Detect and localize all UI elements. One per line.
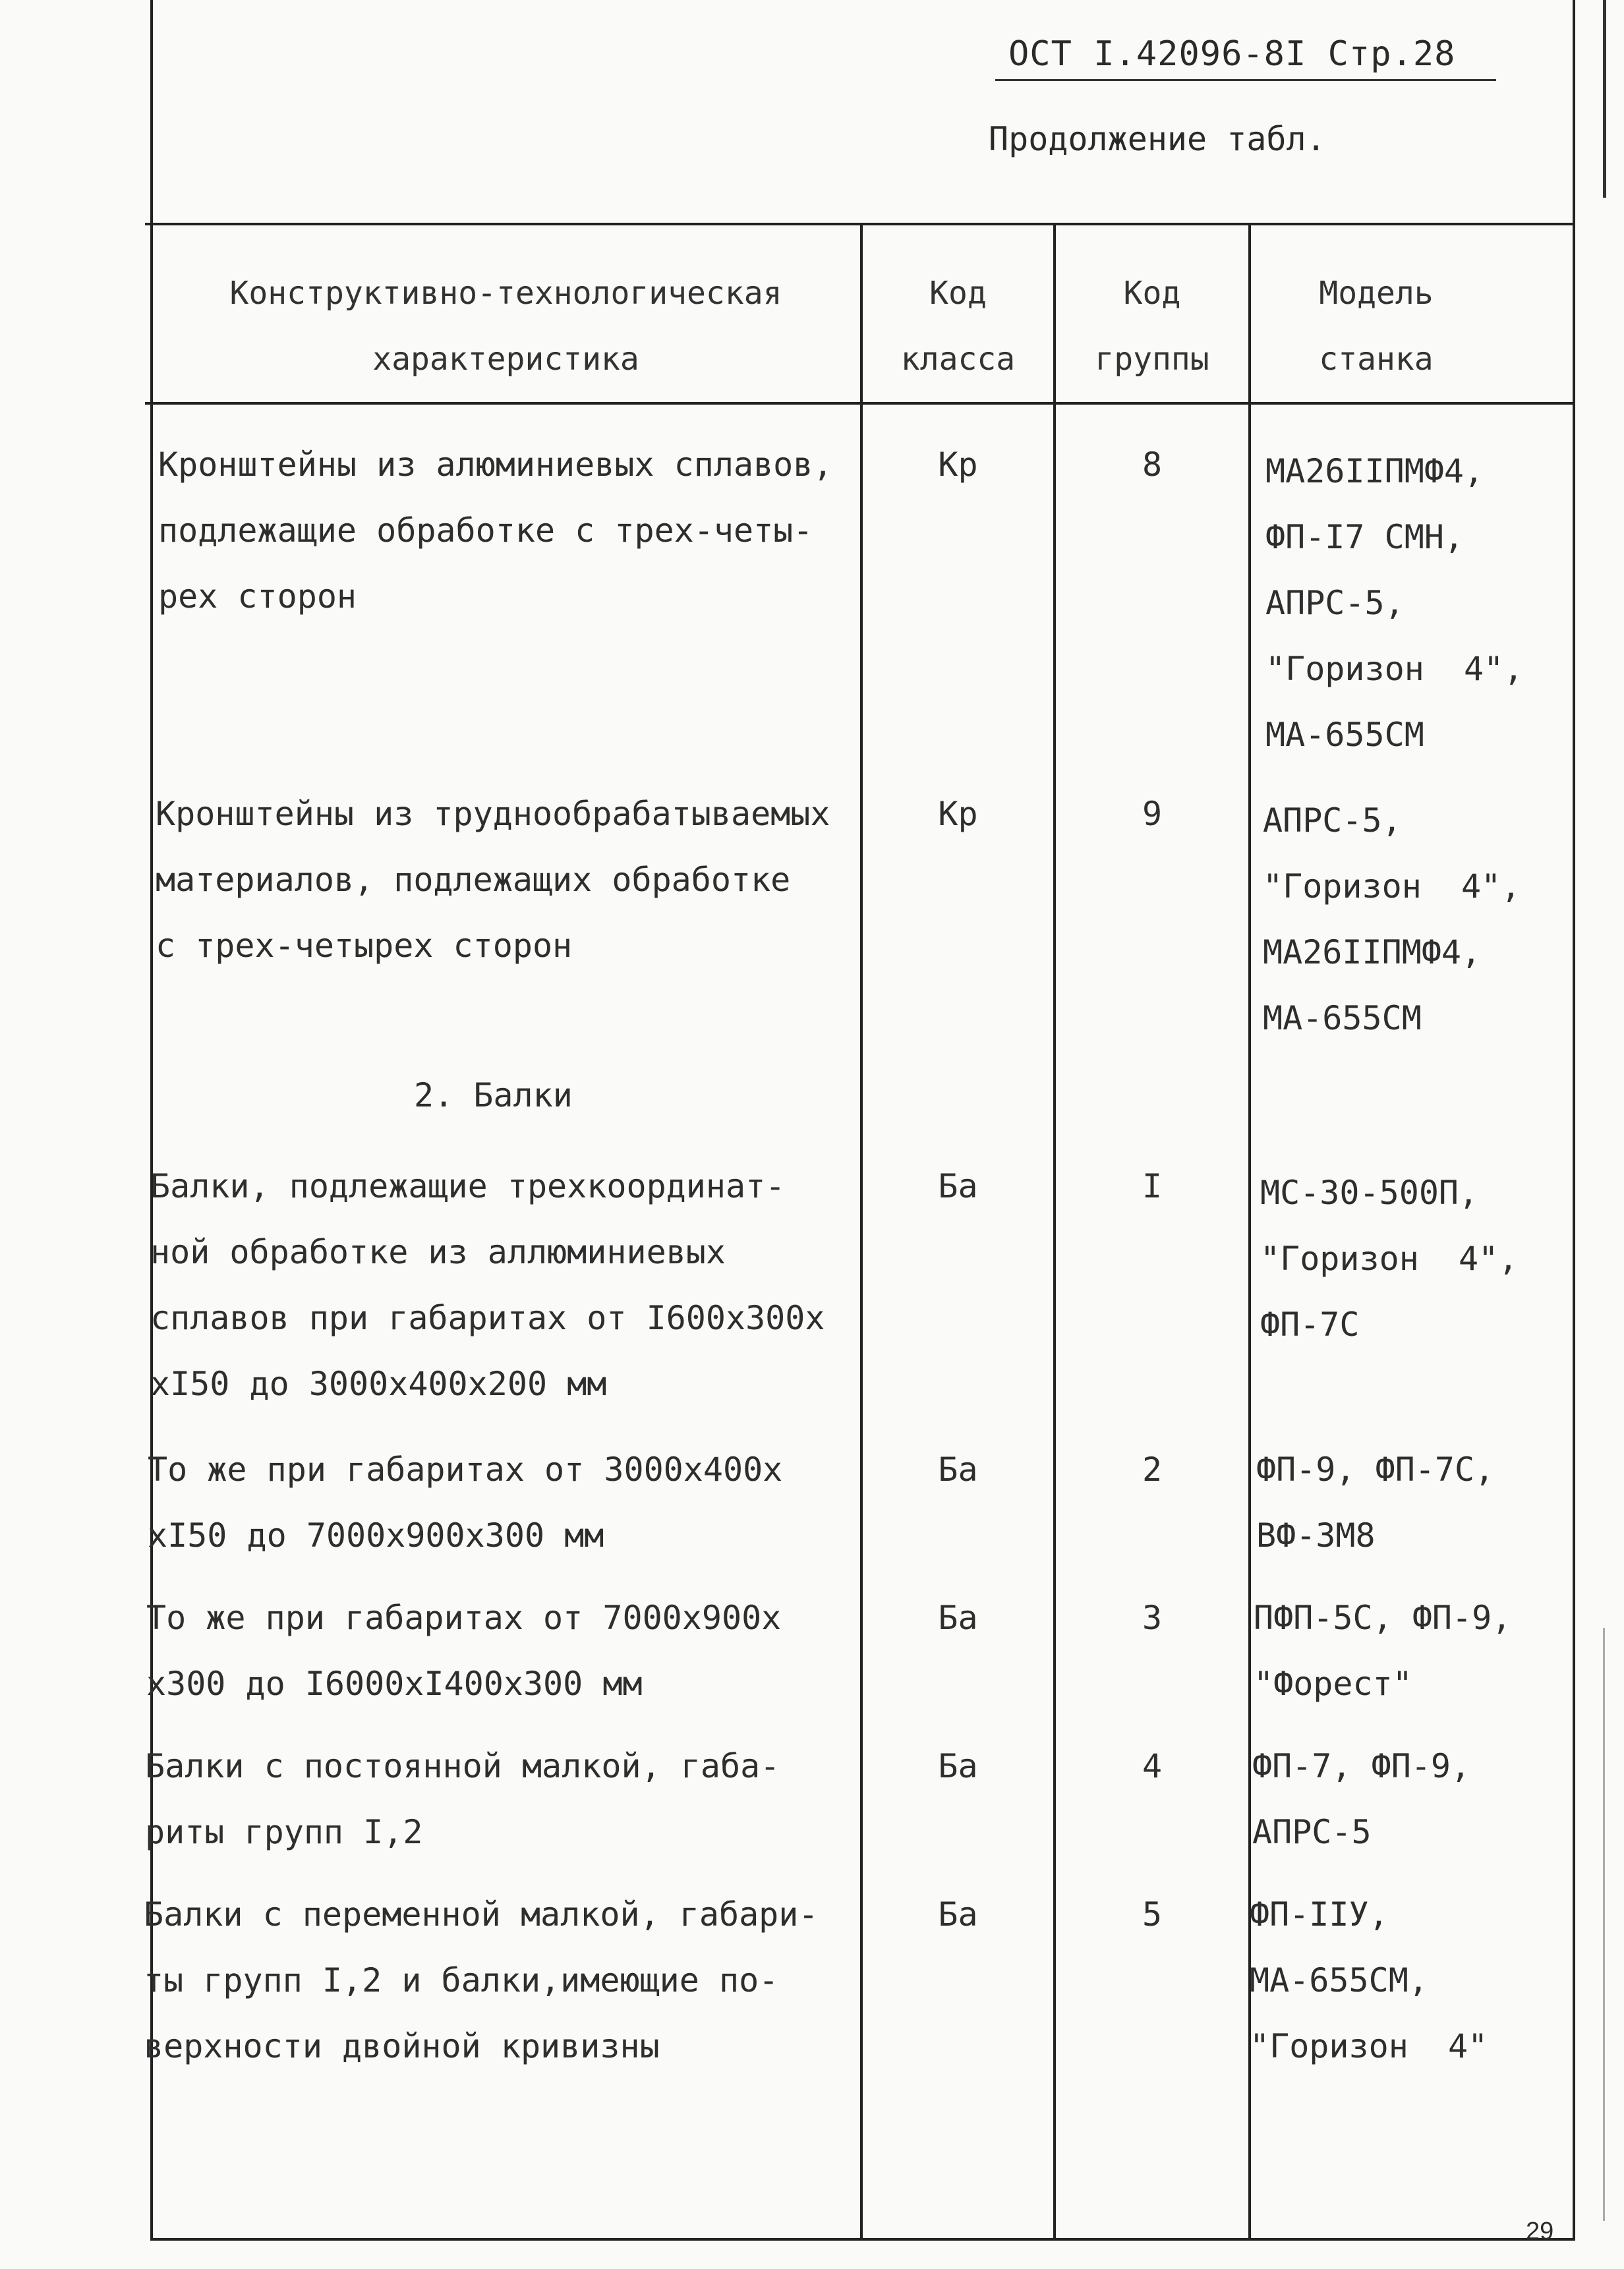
document-code-underline bbox=[995, 79, 1496, 81]
row-7-machine-model: ФП-IIУ, МА-655СМ, "Горизон 4" bbox=[1250, 1895, 1488, 2065]
row-5-class-code: Ба bbox=[938, 1599, 978, 1637]
row-1-description: Кронштейны из алюминиевых сплавов, подлежащие обработке с трех-четы- рех сторон bbox=[158, 445, 833, 616]
row-2-description: Кронштейны из труднообрабатываемых материалов, подлежащих обработке с трех-четырех сторон bbox=[156, 795, 830, 965]
row-7-description: Балки с переменной малкой, габари- ты групп I,2 и балки,имеющие по- верхности двойной кривизны bbox=[144, 1895, 819, 2065]
row-6-machine-model: ФП-7, ФП-9, АПРС-5 bbox=[1252, 1747, 1471, 1851]
header-characteristic: Конструктивно-технологическая характеристика bbox=[229, 275, 782, 378]
row-6-class-code: Ба bbox=[938, 1747, 978, 1785]
row-3-group-code: I bbox=[1142, 1167, 1163, 1205]
row-3-description: Балки, подлежащие трехкоординат- ной обработке из аллюминиевых сплавов при габаритах от I600х300х хI50 до 3000х400х200 мм bbox=[150, 1167, 825, 1403]
row-1-class-code: Кр bbox=[938, 445, 978, 484]
binding-edge-mark bbox=[1603, 0, 1606, 198]
row-4-class-code: Ба bbox=[938, 1450, 978, 1489]
row-2-class-code: Кр bbox=[938, 795, 978, 833]
header-class-code: Код класса bbox=[900, 275, 1016, 378]
row-7-group-code: 5 bbox=[1142, 1895, 1163, 1934]
header-machine-model: Модель станка bbox=[1319, 275, 1434, 378]
row-4-group-code: 2 bbox=[1142, 1450, 1163, 1489]
row-7-class-code: Ба bbox=[938, 1895, 978, 1934]
row-6-group-code: 4 bbox=[1142, 1747, 1163, 1785]
row-6-description: Балки с постоянной малкой, габа- риты групп I,2 bbox=[145, 1747, 780, 1851]
row-5-description: То же при габаритах от 7000х900х х300 до I6000хI400х300 мм bbox=[146, 1599, 782, 1703]
row-4-description: То же при габаритах от 3000х400х хI50 до 7000х900х300 мм bbox=[148, 1450, 783, 1555]
row-1-group-code: 8 bbox=[1142, 445, 1163, 484]
header-group-code: Код группы bbox=[1095, 275, 1209, 378]
table-continuation-label: Продолжение табл. bbox=[989, 120, 1326, 158]
row-5-group-code: 3 bbox=[1142, 1599, 1163, 1637]
row-2-machine-model: АПРС-5, "Горизон 4", МА26IIПМФ4, МА-655СМ bbox=[1263, 801, 1521, 1037]
row-3-machine-model: МС-30-500П, "Горизон 4", ФП-7С bbox=[1260, 1174, 1519, 1344]
row-1-machine-model: МА26IIПМФ4, ФП-I7 СМН, АПРС-5, "Горизон 4", МА-655СМ bbox=[1265, 452, 1524, 754]
page-number: 29 bbox=[1526, 2218, 1554, 2245]
document-code: ОСТ I.42096-8I Стр.28 bbox=[1008, 34, 1456, 74]
section-heading-beams: 2. Балки bbox=[414, 1076, 573, 1114]
binding-edge-mark-lower bbox=[1603, 1628, 1605, 2221]
row-2-group-code: 9 bbox=[1142, 795, 1163, 833]
row-3-class-code: Ба bbox=[938, 1167, 978, 1205]
row-4-machine-model: ФП-9, ФП-7С, ВФ-3М8 bbox=[1256, 1450, 1495, 1555]
row-5-machine-model: ПФП-5С, ФП-9, "Форест" bbox=[1254, 1599, 1512, 1703]
